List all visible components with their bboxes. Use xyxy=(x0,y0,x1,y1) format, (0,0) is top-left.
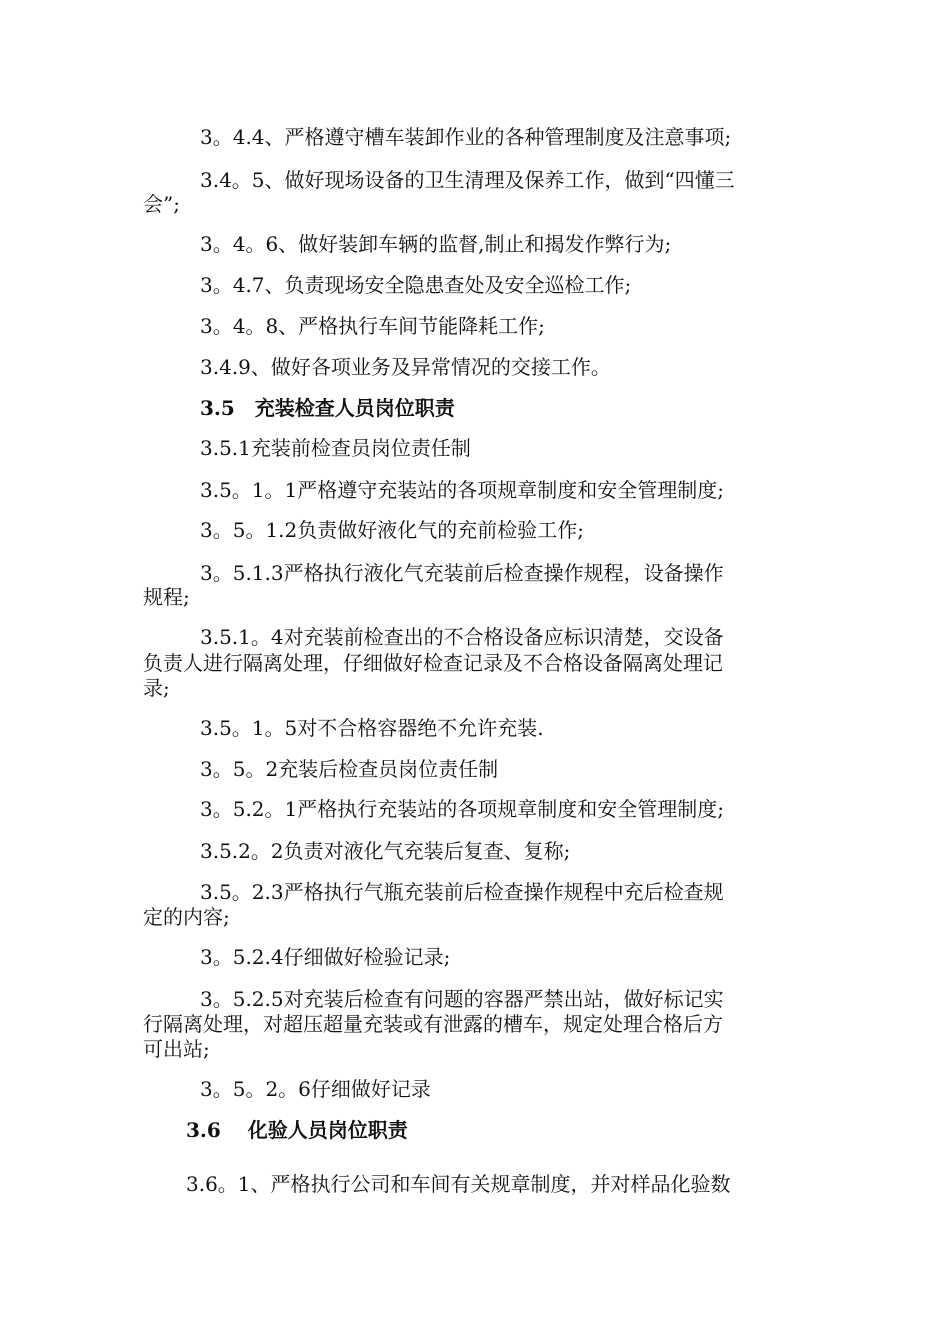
paragraph-line: 定的内容; xyxy=(143,905,230,929)
paragraph-line: 3.5。1。1严格遵守充装站的各项规章制度和安全管理制度; xyxy=(200,478,724,502)
paragraph-line: 3。5.2.4仔细做好检验记录; xyxy=(200,945,451,969)
paragraph-line: 3。5.1.3严格执行液化气充装前后检查操作规程，设备操作 xyxy=(200,561,724,585)
paragraph-line: 3。5。2充装后检查员岗位责任制 xyxy=(200,757,499,781)
paragraph-line: 规程; xyxy=(143,585,190,609)
paragraph-line: 3。5.2.5对充装后检查有问题的容器严禁出站，做好标记实 xyxy=(200,987,724,1011)
paragraph-line: 3。4。8、严格执行车间节能降耗工作; xyxy=(200,314,545,338)
paragraph-line: 3.4。5、做好现场设备的卫生清理及保养工作，做到“四懂三 xyxy=(200,168,735,192)
paragraph-line: 会”; xyxy=(143,192,180,216)
paragraph-line: 3.5。1。5对不合格容器绝不允许充装. xyxy=(200,716,544,740)
paragraph-line: 3.4.9、做好各项业务及异常情况的交接工作。 xyxy=(200,355,611,379)
paragraph-line: 3.5.1。4对充装前检查出的不合格设备应标识清楚，交设备 xyxy=(200,625,724,649)
paragraph-line: 3.5.2。2负责对液化气充装后复查、复称; xyxy=(200,839,571,863)
paragraph-line: 3。4。6、做好装卸车辆的监督,制止和揭发作弊行为; xyxy=(200,232,672,256)
paragraph-line: 3.6。1、严格执行公司和车间有关规章制度，并对样品化验数 xyxy=(186,1172,731,1196)
paragraph-line: 录; xyxy=(143,676,170,700)
section-heading: 3.5 充装检查人员岗位职责 xyxy=(200,396,455,420)
paragraph-line: 3.5。2.3严格执行气瓶充装前后检查操作规程中充后检查规 xyxy=(200,880,724,904)
paragraph-line: 3.5.1充装前检查员岗位责任制 xyxy=(200,436,471,460)
paragraph-line: 3。4.7、负责现场安全隐患查处及安全巡检工作; xyxy=(200,273,632,297)
paragraph-line: 3。5.2。1严格执行充装站的各项规章制度和安全管理制度; xyxy=(200,797,724,821)
paragraph-line: 3。4.4、严格遵守槽车装卸作业的各种管理制度及注意事项; xyxy=(200,125,732,149)
paragraph-line: 行隔离处理，对超压超量充装或有泄露的槽车，规定处理合格后方 xyxy=(143,1012,723,1036)
paragraph-line: 3。5。1.2负责做好液化气的充前检验工作; xyxy=(200,518,584,542)
paragraph-line: 可出站; xyxy=(143,1037,210,1061)
paragraph-line: 负责人进行隔离处理，仔细做好检查记录及不合格设备隔离处理记 xyxy=(143,651,723,675)
paragraph-line: 3。5。2。6仔细做好记录 xyxy=(200,1077,431,1101)
section-heading: 3.6 化验人员岗位职责 xyxy=(186,1118,408,1142)
